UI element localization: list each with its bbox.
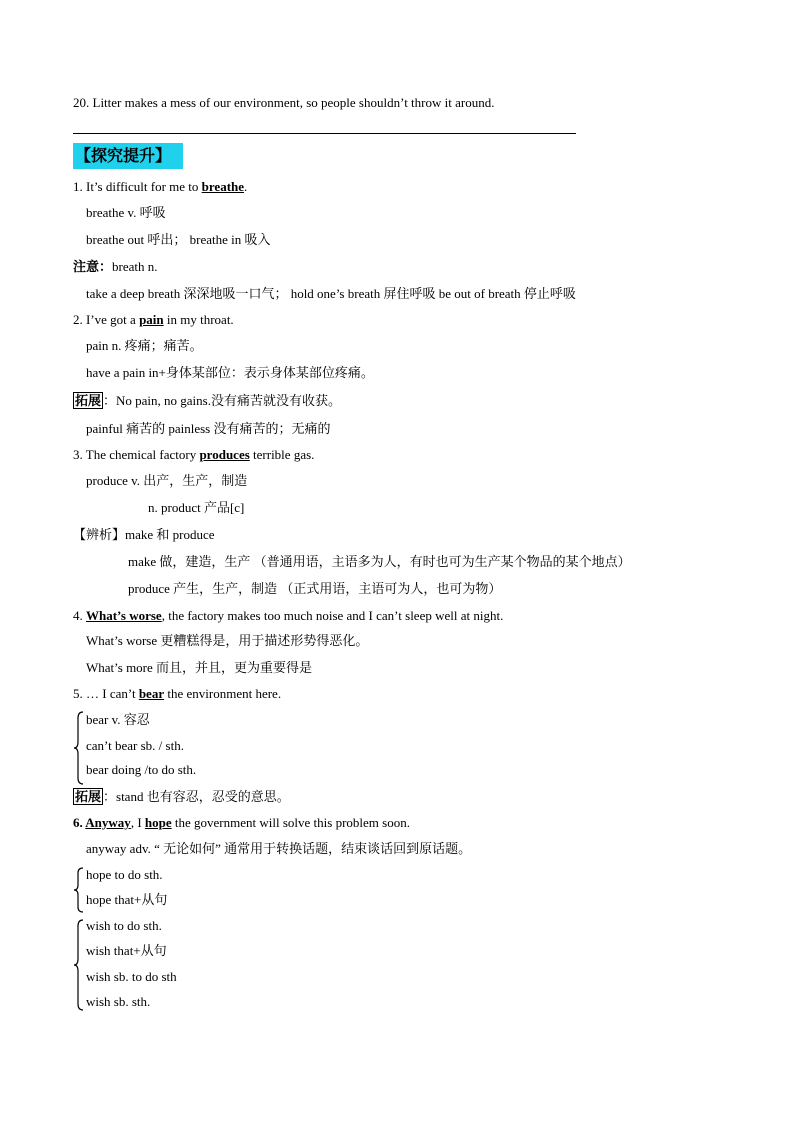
keyword-produces: produces: [199, 447, 250, 462]
section-title: 【探究提升】: [73, 143, 183, 169]
item-4-line-1: What’s worse 更糟糕得是，用于描述形势得恶化。: [86, 633, 369, 648]
keyword-bear: bear: [138, 686, 165, 701]
bear-line-3: bear doing /to do sth.: [86, 762, 197, 777]
item-5-extension: 拓展 ：stand 也有容忍，忍受的意思。: [75, 789, 290, 804]
item-4-line-2: What’s more 而且，并且，更为重要得是: [86, 660, 313, 675]
keyword-pain: pain: [139, 312, 164, 327]
item-2-line-1: pain n. 疼痛；痛苦。: [86, 338, 203, 353]
item-3-analysis: 【辨析】make 和 produce: [73, 527, 215, 542]
wish-line-4: wish sb. sth.: [86, 994, 151, 1009]
item-6-sentence: 6. Anyway, I hope the government will solve this problem soon.: [73, 815, 410, 830]
wish-line-1: wish to do sth.: [86, 918, 162, 933]
item-5-sentence: 5. … I can’t bear the environment here.: [73, 686, 282, 701]
item-3-line-4: produce 产生，生产，制造 （正式用语，主语可为人，也可为物）: [128, 581, 502, 596]
brace-bear: [72, 710, 86, 786]
hope-line-2: hope that+从句: [86, 892, 168, 907]
item-6-line-1: anyway adv. “ 无论如何” 通常用于转换话题，结束谈话回到原话题。: [86, 841, 472, 856]
item-2-sentence: 2. I’ve got a pain in my throat.: [73, 312, 234, 327]
extension-label: 拓展: [75, 789, 102, 804]
item-1-line-2: breathe out 呼出； breathe in 吸入: [86, 232, 271, 247]
brace-hope: [72, 866, 86, 914]
keyword-hope: hope: [144, 815, 172, 830]
item-1-sentence: 1. It’s difficult for me to breathe.: [73, 179, 248, 194]
item-1-line-1: breathe v. 呼吸: [86, 205, 166, 220]
exercise-20-sentence: 20. Litter makes a mess of our environment, so people shouldn’t throw it around.: [73, 95, 495, 110]
item-3-sentence: 3. The chemical factory produces terrible gas.: [73, 447, 315, 462]
wish-line-3: wish sb. to do sth: [86, 969, 177, 984]
item-2-extension: 拓展 ：No pain, no gains.没有痛苦就没有收获。: [75, 393, 341, 408]
item-4-sentence: 4. What’s worse, the factory makes too much noise and I can’t sleep well at night.: [73, 608, 504, 623]
brace-wish: [72, 918, 86, 1012]
wish-line-2: wish that+从句: [86, 943, 167, 958]
extension-label: 拓展: [75, 393, 102, 408]
item-3-line-1: produce v. 出产，生产，制造: [86, 473, 248, 488]
item-3-line-2: n. product 产品[c]: [148, 500, 245, 515]
keyword-anyway: Anyway: [85, 815, 131, 830]
item-1-note: 注意：breath n.: [73, 259, 158, 274]
item-2-line-2: have a pain in+身体某部位：表示身体某部位疼痛。: [86, 365, 374, 380]
bear-line-2: can’t bear sb. / sth.: [86, 738, 184, 753]
bear-line-1: bear v. 容忍: [86, 712, 150, 727]
item-3-line-3: make 做，建造，生产 （普通用语，主语多为人，有时也可为生产某个物品的某个地点）: [128, 554, 631, 569]
hope-line-1: hope to do sth.: [86, 867, 163, 882]
item-2-line-3: painful 痛苦的 painless 没有痛苦的；无痛的: [86, 421, 331, 436]
keyword-whats-worse: What’s worse: [86, 608, 162, 623]
keyword-breathe: breathe: [201, 179, 245, 194]
answer-line: [73, 133, 576, 134]
item-1-line-3: take a deep breath 深深地吸一口气； hold one’s breath 屏住呼吸 be out of breath 停止呼吸: [86, 286, 576, 301]
